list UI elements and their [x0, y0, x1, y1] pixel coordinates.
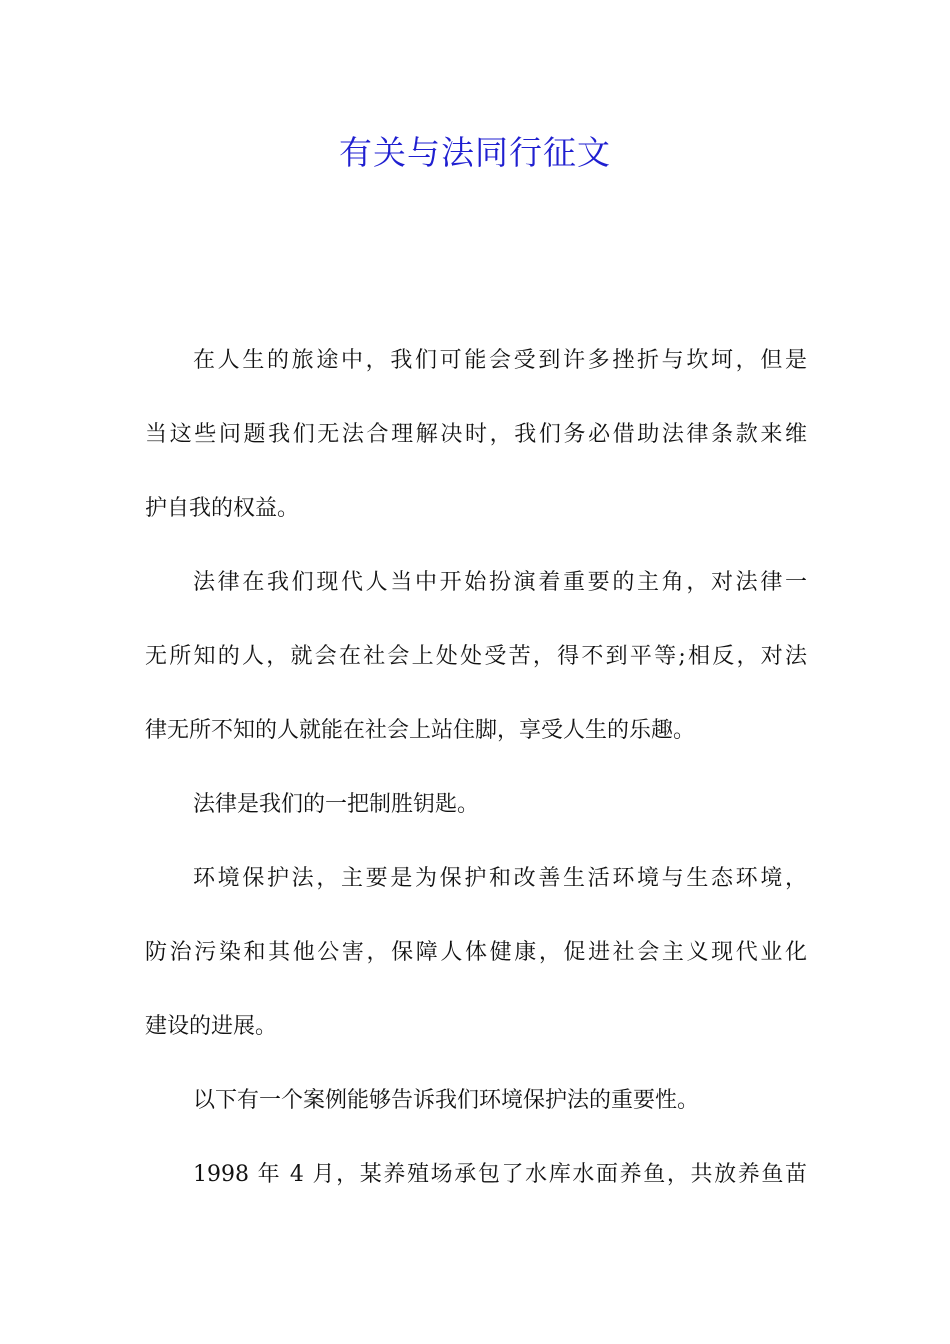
paragraph-line: 建设的进展。 [145, 1014, 278, 1039]
paragraph-line: 在人生的旅途中，我们可能会受到许多挫折与坎坷，但是 [193, 348, 807, 373]
paragraph-line: 法律在我们现代人当中开始扮演着重要的主角，对法律一 [193, 570, 807, 595]
document-title: 有关与法同行征文 [339, 133, 611, 172]
paragraph-line: 律无所不知的人就能在社会上站住脚，享受人生的乐趣。 [145, 718, 696, 743]
paragraph-line: 1998 年 4 月，某养殖场承包了水库水面养鱼，共放养鱼苗 [193, 1162, 807, 1187]
paragraph-line: 环境保护法，主要是为保护和改善生活环境与生态环境， [193, 866, 807, 891]
paragraph-line: 无所知的人，就会在社会上处处受苦，得不到平等;相反，对法 [145, 644, 807, 669]
paragraph-line: 防治污染和其他公害，保障人体健康，促进社会主义现代业化 [145, 940, 807, 965]
paragraph-line: 护自我的权益。 [145, 496, 300, 521]
document-body [145, 334, 807, 1222]
paragraph-line: 法律是我们的一把制胜钥匙。 [193, 792, 480, 817]
paragraph-line: 以下有一个案例能够告诉我们环境保护法的重要性。 [193, 1088, 700, 1113]
paragraph-line: 当这些问题我们无法合理解决时，我们务必借助法律条款来维 [145, 422, 807, 447]
